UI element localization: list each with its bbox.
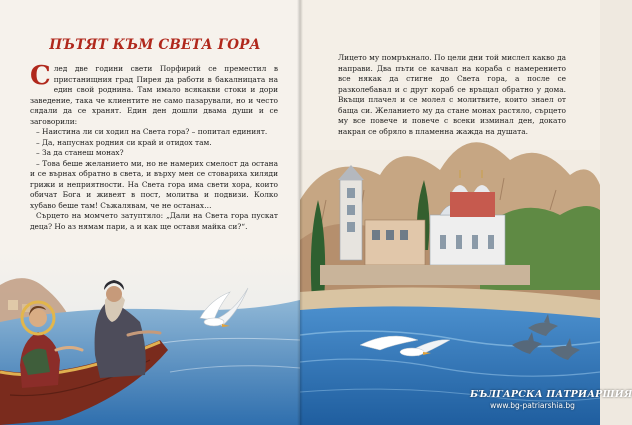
publisher-logo — [470, 389, 632, 410]
paragraph: Лицето му помръкнало. По цели дни той мислел какво да направи. Два пъти се качвал на кораба с намерението все някак да стигне до Света гора, а после се разколебавал и с друг кораб се връщал обратно у дома. Вкъщи плачел и се молел с молитвите, които знаел от баща си. Желанието му да стане монах растяло, сърцето му все повече и повече с всеки изминал ден, докато накрая се обряло в пламенна жажда на душата. — [338, 53, 566, 136]
right-page-text — [338, 53, 566, 137]
paragraph: Сърцето на момчето затуптяло: „Дали на Света гора пускат деца? Но аз нямам пари, а и как ще оставя майка си?“. — [30, 211, 278, 231]
left-page — [0, 0, 300, 425]
paragraph: – Това беше желанието ми, но не намерих смелост да остана и се върнах обратно в света, и върху мен се стовариха хиляди грижи и неприятности. На Света гора има свети хора, които обичат Бога и живеят в пост, молитва и подвизи. Колко хубаво беше там! Съжалявам, че не останах… — [30, 158, 278, 210]
book-gutter — [297, 0, 303, 425]
publisher-name: БЪЛГАРСКА ПАТРИАРШИЯ — [470, 389, 632, 400]
paragraph: След две години свети Порфирий се преместил в пристанищния град Пирея да работи в бакалницата на един свой роднина. Там имало всякакви стоки и дори заведение, така че клиентите не само пазарували, но и често сядали да се хранят. Един ден дошли двама души и се заговорили: — [30, 61, 278, 126]
publisher-url: www.bg-patriarshia.bg — [490, 401, 575, 410]
paragraph: – Да, напуснах родния си край и отидох там. — [36, 137, 212, 147]
left-page-text — [30, 61, 278, 232]
page-title: ПЪТЯТ КЪМ СВЕТА ГОРА — [49, 37, 261, 53]
paragraph: – Наистина ли си ходил на Света гора? – попитал единият. — [36, 127, 268, 136]
right-page — [300, 0, 632, 425]
paragraph: – За да станеш монах? — [36, 148, 124, 157]
dropcap: С — [30, 61, 51, 91]
